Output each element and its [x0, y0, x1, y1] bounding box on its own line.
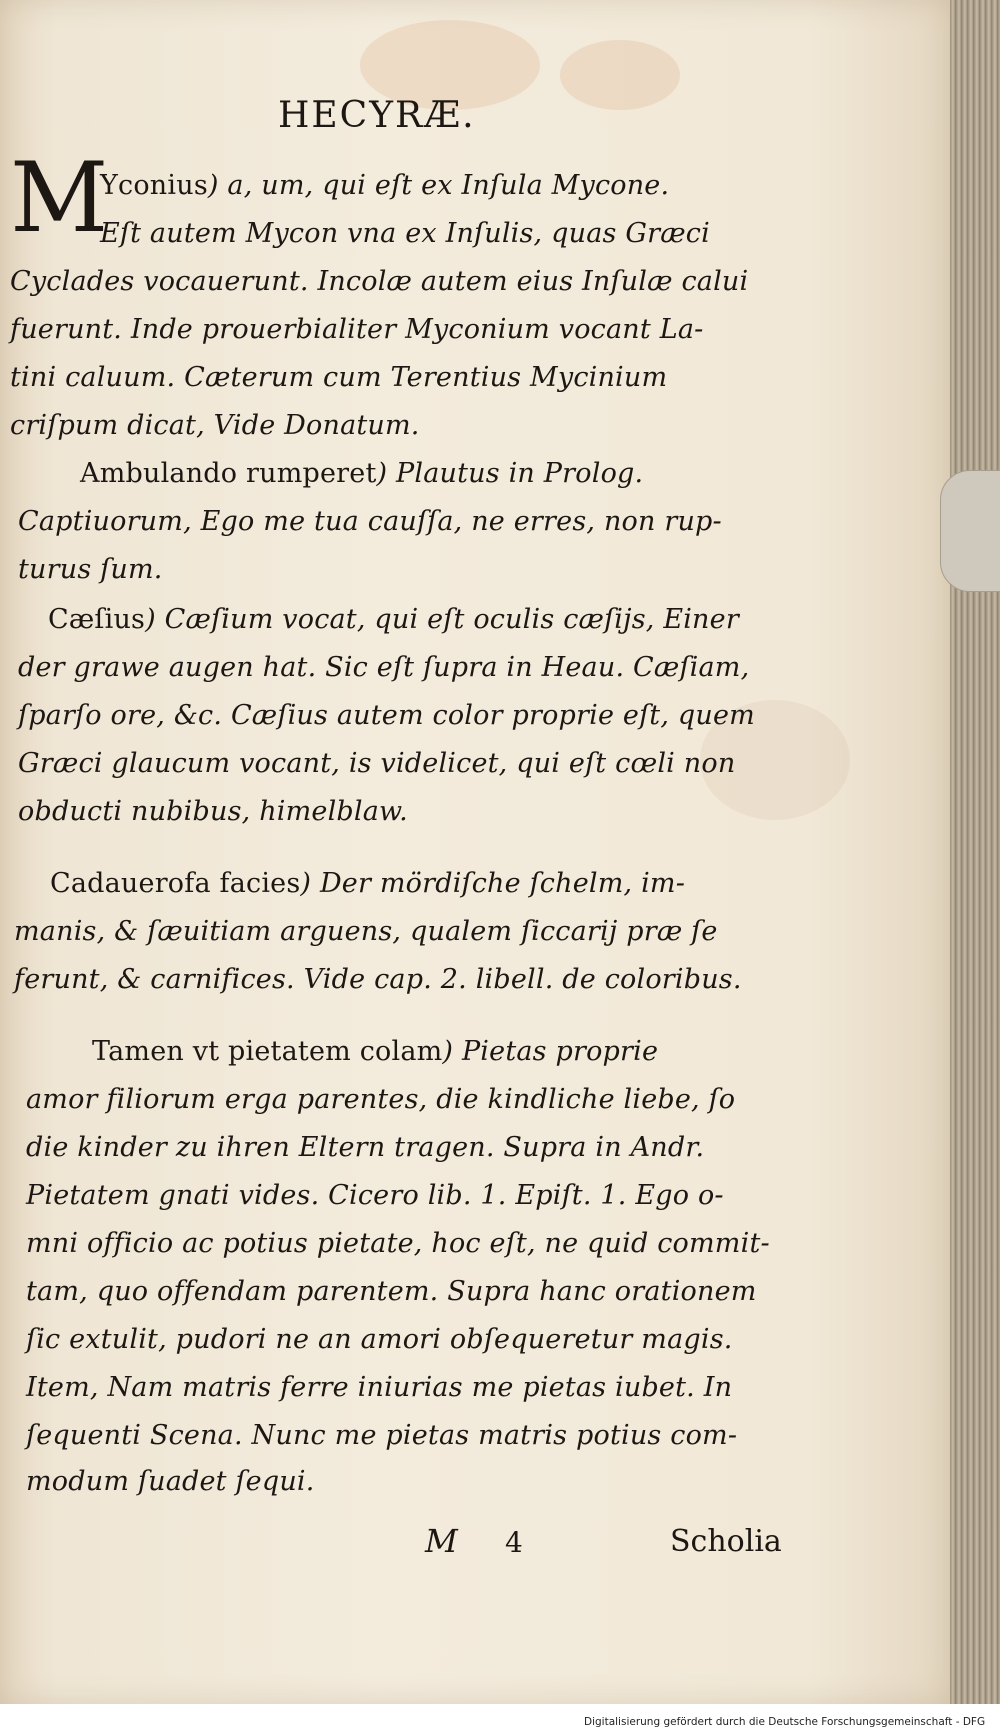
text-line: Eſt autem Mycon vna ex Inſulis, quas Græci	[100, 218, 710, 249]
text-line: Item, Nam matris ferre iniurias me pietas iubet. In	[26, 1372, 733, 1403]
paper-stain	[560, 40, 680, 110]
drop-cap: M	[10, 142, 109, 254]
commentary: ) Pietas proprie	[442, 1036, 659, 1067]
digitization-credit: Digitalisierung gefördert durch die Deutsche Forschungsgemeinschaft - DFG	[584, 1716, 986, 1728]
text-line: ſparſo ore, &c. Cæſius autem color proprie eſt, quem	[18, 700, 755, 731]
text-line: obducti nubibus, himelblaw.	[18, 796, 408, 827]
text-line	[50, 868, 685, 899]
commentary: ) Der mördiſche ſchelm, im-	[300, 868, 686, 899]
text-line: manis, & ſæuitiam arguens, qualem ſiccarij præ ſe	[14, 916, 718, 947]
text-line: Cyclades vocauerunt. Incolæ autem eius Inſulæ calui	[10, 266, 749, 297]
running-title: HECYRÆ.	[278, 95, 476, 136]
signature-number: 4	[505, 1526, 523, 1559]
text-line: criſpum dicat, Vide Donatum.	[10, 410, 420, 441]
text-line	[92, 1036, 658, 1067]
commentary: ) Cæſium vocat, qui eſt oculis cæſijs, Einer	[145, 604, 739, 635]
text-line: der grawe augen hat. Sic eſt ſupra in Heau. Cæſiam,	[18, 652, 750, 683]
commentary: ) Plautus in Prolog.	[376, 458, 644, 489]
text-line: tam, quo offendam parentem. Supra hanc orationem	[26, 1276, 757, 1307]
text-line: Græci glaucum vocant, is videlicet, qui eſt cœli non	[18, 748, 736, 779]
text-line: fuerunt. Inde prouerbialiter Myconium vocant La-	[10, 314, 704, 345]
page-tab-marker	[940, 470, 1000, 592]
text-line: ſequenti Scena. Nunc me pietas matris potius com-	[26, 1420, 738, 1451]
text-line: ferunt, & carnifices. Vide cap. 2. libell. de coloribus.	[14, 964, 742, 995]
lemma: Ambulando rumperet	[80, 458, 377, 489]
text-line: mni officio ac potius pietate, hoc eſt, ne quid commit-	[26, 1228, 770, 1259]
text-line	[100, 170, 669, 201]
text-line: ſic extulit, pudori ne an amori obſequeretur magis.	[26, 1324, 733, 1355]
text-line: Pietatem gnati vides. Cicero lib. 1. Epiſt. 1. Ego o-	[26, 1180, 724, 1211]
text-line	[48, 604, 739, 635]
text-line: tini caluum. Cæterum cum Terentius Mycinium	[10, 362, 668, 393]
text-line	[80, 458, 643, 489]
text-line: amor filiorum erga parentes, die kindliche liebe, ſo	[26, 1084, 736, 1115]
lemma: Cadauerofa facies	[50, 868, 301, 899]
lemma: Yconius	[100, 170, 208, 201]
lemma: Tamen vt pietatem colam	[92, 1036, 443, 1067]
signature-mark: M	[425, 1522, 458, 1560]
text-line: turus ſum.	[18, 554, 163, 585]
text-line: die kinder zu ihren Eltern tragen. Supra in Andr.	[26, 1132, 705, 1163]
commentary: ) a, um, qui eſt ex Inſula Mycone.	[207, 170, 670, 201]
text-line: Captiuorum, Ego me tua cauſſa, ne erres, non rup-	[18, 506, 722, 537]
book-fore-edge	[950, 0, 1000, 1704]
catchword: Scholia	[670, 1524, 782, 1559]
text-line: modum ſuadet ſequi.	[26, 1466, 315, 1497]
lemma: Cæſius	[48, 604, 146, 635]
